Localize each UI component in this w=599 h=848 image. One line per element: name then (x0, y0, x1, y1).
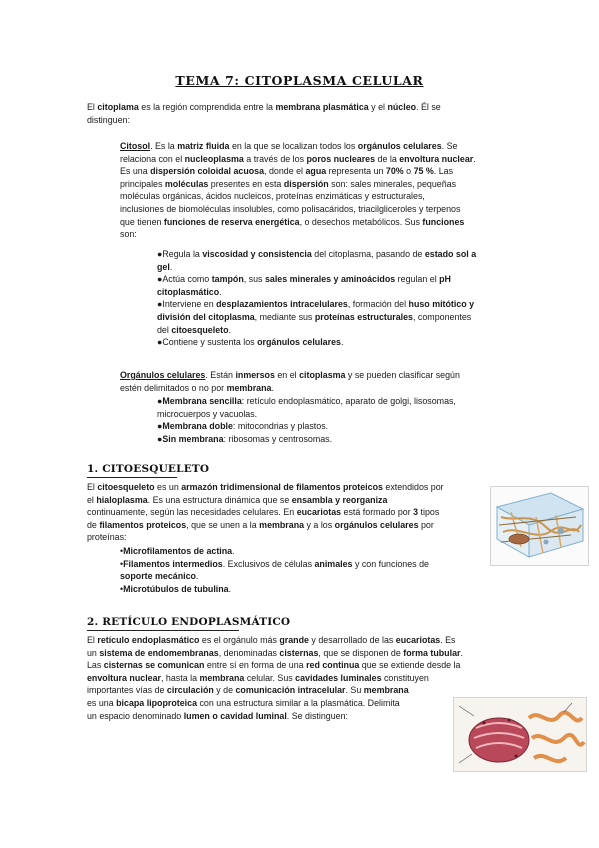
text-segment: son: (120, 229, 137, 240)
text-segment: . Están (205, 370, 236, 380)
text-segment: orgánulos celulares (334, 519, 419, 530)
text-segment: membrana plasmática (275, 102, 369, 112)
text-segment: gel (157, 261, 170, 272)
text-segment: matriz fluida (177, 141, 230, 151)
text-segment: citoplasmático (157, 286, 220, 297)
text-segment: funciones (422, 216, 465, 227)
text-segment: . (195, 571, 199, 582)
text-segment: membrana (226, 382, 272, 393)
text-segment: ●Contiene y sustenta los (157, 337, 258, 348)
text-segment: . Él se (416, 102, 441, 112)
text-line (157, 261, 517, 274)
text-segment: y de (213, 685, 236, 696)
text-segment: del (157, 324, 172, 335)
text-segment: agua (305, 166, 327, 177)
text-segment: ●Regula la (157, 249, 203, 259)
text-segment: con una estructura similar a la plasmática. Delimita (197, 697, 400, 708)
text-segment: tampón (211, 274, 244, 285)
text-segment: desplazamientos intracelulares (216, 299, 348, 310)
text-segment: constituyen (381, 672, 429, 683)
text-segment: . (473, 153, 476, 164)
text-line (120, 545, 429, 558)
text-segment: lumen o cavidad luminal (183, 710, 287, 721)
section-heading-underline (87, 477, 177, 478)
text-line (87, 647, 463, 660)
text-segment: envoltura nuclear (87, 672, 161, 683)
text-line (157, 420, 456, 433)
text-segment: grande (279, 635, 309, 645)
text-segment: ensambla y reorganiza (291, 494, 388, 505)
text-segment: ● (157, 396, 163, 406)
text-segment: 70% (385, 166, 404, 177)
text-segment: . Es (440, 635, 456, 645)
text-line (87, 684, 463, 697)
text-segment: : ribosomas y centrosomas. (223, 433, 333, 444)
text-line (87, 114, 441, 127)
text-segment: ●Interviene en (157, 299, 217, 310)
text-line (87, 101, 441, 114)
text-segment: dispersión coloidal acuosa (150, 166, 265, 177)
text-segment: , mediante sus (254, 311, 315, 322)
text-line (120, 178, 476, 191)
text-segment: entre sí en forma de una (204, 660, 307, 671)
text-segment: membrana (199, 672, 245, 683)
text-segment: . (232, 546, 235, 556)
organulos-types-list (157, 395, 456, 445)
text-segment: cavidades luminales (295, 672, 382, 683)
text-segment: celular. Sus (244, 672, 296, 683)
text-segment: y el (368, 102, 388, 112)
text-segment: , hasta la (160, 672, 200, 683)
text-segment: y con funciones de (352, 558, 429, 569)
text-segment: . (219, 286, 222, 297)
text-line (120, 190, 476, 203)
text-segment: división del citoplasma (157, 311, 255, 322)
text-segment: circulación (166, 685, 214, 696)
section-heading-citoesqueleto: 1. CITOESQUELETO (87, 463, 210, 475)
text-segment: , componentes (413, 311, 472, 322)
text-segment: microcuerpos y vacuolas. (157, 408, 258, 419)
text-segment: animales (314, 558, 353, 569)
text-segment: , sus (243, 274, 265, 285)
text-segment: • (120, 558, 124, 569)
intro-paragraph (87, 101, 441, 126)
text-segment: citoesqueleto (97, 482, 155, 492)
text-segment: El (87, 102, 98, 112)
text-segment: el (87, 494, 97, 505)
text-line (120, 382, 460, 395)
text-line (87, 672, 463, 685)
text-line (87, 481, 444, 494)
text-segment: inclusiones de biomoléculas insolubles, como polisacáridos, triacilgliceroles y terpenos (120, 203, 461, 214)
text-segment: un espacio denominado (87, 710, 184, 721)
text-segment: tipos (418, 507, 440, 518)
text-segment: . (228, 583, 232, 594)
text-segment: eucariotas (395, 635, 441, 645)
text-segment: citoplasma (299, 370, 346, 380)
text-segment: sales minerales y aminoácidos (264, 274, 396, 285)
text-segment: poros nucleares (306, 153, 376, 164)
text-line (157, 395, 456, 408)
section-heading-reticulo: 2. RETÍCULO ENDOPLASMÁTICO (87, 616, 291, 628)
text-segment: . Es una estructura dinámica que se (147, 494, 292, 505)
citoesqueleto-list (120, 545, 429, 595)
text-segment: El (87, 635, 98, 645)
text-line (120, 165, 476, 178)
text-segment: Filamentos intermedios (123, 558, 223, 569)
text-segment: Las (87, 660, 104, 671)
text-segment: distinguen: (87, 114, 130, 125)
text-segment: orgánulos celulares (257, 337, 341, 348)
text-segment: . (169, 261, 173, 272)
text-line (87, 519, 444, 532)
text-segment: : mitocondrias y plastos. (232, 421, 329, 432)
text-segment: . (228, 324, 231, 335)
text-segment: nucleoplasma (184, 153, 244, 164)
text-segment: orgánulos celulares (357, 141, 442, 151)
text-segment: funciones de reserva energética (163, 216, 300, 227)
reticulo-paragraph (87, 634, 463, 722)
text-segment: es una (87, 697, 117, 708)
text-line (157, 336, 517, 349)
text-segment: . (271, 382, 274, 393)
text-segment: un (87, 647, 100, 658)
text-segment: presentes en esta (208, 178, 284, 189)
text-segment: citoesqueleto (171, 324, 229, 335)
text-segment: • (120, 546, 124, 556)
citosol-functions-list (157, 248, 517, 349)
text-segment: Microtúbulos de tubulina (123, 583, 229, 594)
text-line (157, 248, 517, 261)
text-segment: , formación del (347, 299, 409, 310)
text-segment: filamentos proteicos (99, 519, 187, 530)
text-segment: . (460, 647, 463, 658)
endoplasmic-reticulum-illustration (453, 697, 587, 772)
section-heading-underline (87, 630, 239, 631)
text-segment: eucariotas (296, 507, 342, 518)
text-segment: El (87, 482, 98, 492)
text-segment: o (403, 166, 414, 177)
text-line (120, 228, 476, 241)
text-line (157, 433, 456, 446)
text-segment: Orgánulos celulares (120, 370, 206, 380)
text-segment: ● (157, 421, 163, 432)
text-segment: Sin membrana (162, 433, 224, 444)
text-segment: envoltura nuclear (399, 153, 474, 164)
text-segment: citoplama (97, 102, 139, 112)
text-segment: continuamente, según las necesidades celulares. En (87, 507, 297, 518)
text-segment: de la (375, 153, 400, 164)
text-line (120, 558, 429, 571)
page-title: TEMA 7: CITOPLASMA CELULAR (175, 73, 424, 88)
text-segment: principales (120, 178, 165, 189)
text-line (87, 634, 463, 647)
text-segment: y se pueden clasificar según (345, 370, 460, 380)
text-segment: es la región comprendida entre la (138, 102, 276, 112)
cytoskeleton-illustration (490, 486, 589, 566)
text-line (87, 697, 463, 710)
text-line (87, 531, 444, 544)
text-segment: núcleo (387, 102, 417, 112)
organulos-paragraph (120, 369, 460, 394)
text-segment: y desarrollado de las (308, 635, 396, 645)
text-segment: . Se (441, 141, 458, 151)
text-segment: moléculas orgánicas, ácidos nucleicos, proteínas enzimáticas y estructurales, (120, 191, 425, 202)
text-line (120, 140, 476, 153)
text-segment: . Su (345, 685, 364, 696)
text-segment: por (418, 519, 434, 530)
text-line (120, 570, 429, 583)
text-segment: Membrana doble (162, 421, 233, 432)
text-segment: . Las (433, 166, 454, 177)
text-line (87, 710, 463, 723)
text-segment: ●Actúa como (157, 274, 212, 285)
text-segment: retículo endoplasmático (97, 635, 200, 645)
text-line (157, 273, 517, 286)
text-segment: en el (274, 370, 300, 380)
text-line (120, 369, 460, 382)
text-line (157, 408, 456, 421)
text-segment: , que se unen a la (186, 519, 260, 530)
text-segment: . Es la (150, 141, 178, 151)
text-segment: regulan el (395, 274, 440, 285)
text-segment: , donde el (264, 166, 306, 177)
text-segment: de (87, 519, 100, 530)
text-segment: y a los (304, 519, 335, 530)
text-segment: son: sales minerales, pequeñas (328, 178, 457, 189)
citoesqueleto-paragraph (87, 481, 444, 544)
text-line (157, 311, 517, 324)
text-line (120, 153, 476, 166)
text-segment: está formado por (341, 507, 414, 518)
text-segment: estado sol a (424, 249, 477, 259)
text-segment: importantes vías de (87, 685, 167, 696)
text-segment: dispersión (283, 178, 329, 189)
text-segment: cisternas se comunican (103, 660, 205, 671)
text-segment: 3 (413, 507, 419, 518)
text-segment: estén delimitados o no por (120, 382, 227, 393)
text-segment: soporte mecánico (120, 571, 196, 582)
text-segment: • (120, 583, 124, 594)
text-segment: red continua (306, 660, 360, 671)
text-segment: armazón tridimensional de filamentos proteicos (181, 482, 383, 492)
text-segment: proteínas estructurales (314, 311, 413, 322)
text-segment: comunicación intracelular (235, 685, 346, 696)
text-segment: es el orgánulo más (199, 635, 280, 645)
text-segment: Citosol (120, 141, 151, 151)
text-segment: membrana (363, 685, 409, 696)
text-segment: a través de los (243, 153, 307, 164)
text-segment: en la que se localizan todos los (229, 141, 358, 151)
text-segment: es un (154, 482, 182, 492)
text-segment: que se extiende desde la (359, 660, 461, 671)
text-segment: : retículo endoplasmático, aparato de golgi, lisosomas, (241, 396, 456, 406)
text-segment: , denominadas (218, 647, 280, 658)
text-segment: , que se disponen de (318, 647, 404, 658)
citosol-paragraph (120, 140, 476, 241)
text-segment: extendidos por (382, 482, 444, 492)
text-line (157, 298, 517, 311)
text-line (87, 659, 463, 672)
text-line (87, 506, 444, 519)
text-segment: forma tubular (403, 647, 461, 658)
text-segment: . (340, 337, 344, 348)
text-line (157, 286, 517, 299)
text-line (120, 216, 476, 229)
text-segment: relaciona con el (120, 153, 185, 164)
text-segment: . Se distinguen: (286, 710, 348, 721)
text-segment: 75 % (413, 166, 434, 177)
text-segment: del citoplasma, pasando de (311, 249, 425, 259)
text-line (120, 583, 429, 596)
text-segment: ● (157, 433, 163, 444)
text-segment: Membrana sencilla (162, 396, 242, 406)
text-segment: sistema de endomembranas (99, 647, 219, 658)
text-segment: pH (439, 274, 451, 285)
text-line (87, 494, 444, 507)
text-segment: moléculas (164, 178, 209, 189)
text-segment: Microfilamentos de actina (123, 546, 233, 556)
text-segment: Es una (120, 166, 151, 177)
text-segment: viscosidad y consistencia (202, 249, 312, 259)
text-line (120, 203, 476, 216)
text-segment: hialoplasma (96, 494, 148, 505)
text-segment: . Exclusivos de células (222, 558, 315, 569)
text-segment: cisternas (279, 647, 319, 658)
text-segment: que tienen (120, 216, 164, 227)
text-segment: , o desechos metabólicos. Sus (299, 216, 423, 227)
text-segment: proteínas: (87, 532, 127, 543)
text-segment: representa un (326, 166, 386, 177)
text-segment: membrana (259, 519, 305, 530)
text-segment: huso mitótico y (408, 299, 475, 310)
text-segment: bicapa lipoproteica (116, 697, 198, 708)
text-segment: inmersos (235, 370, 275, 380)
text-line (157, 324, 517, 337)
